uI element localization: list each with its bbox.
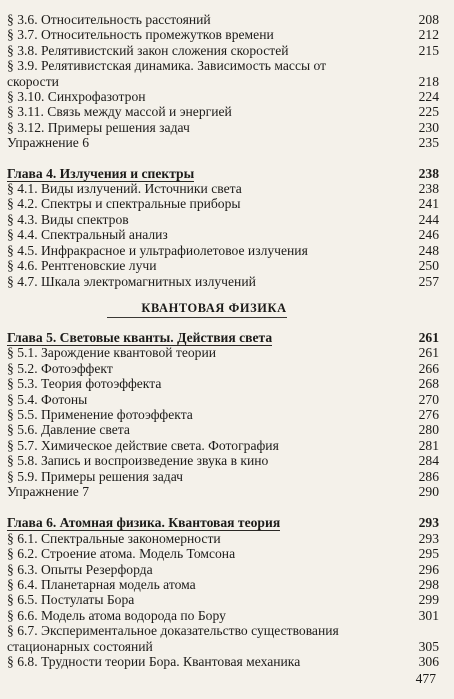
toc-entry: § 5.7. Химическое действие света. Фотография 281 [7, 437, 439, 453]
part-title: КВАНТОВАЯ ФИЗИКА [141, 300, 287, 315]
page-ref: 266 [418, 360, 439, 376]
page-ref: 212 [418, 27, 439, 43]
page-ref: 295 [418, 546, 439, 562]
page-ref: 224 [418, 89, 439, 105]
page-ref: 261 [418, 345, 439, 361]
toc-entry: § 3.6. Относительность расстояний 208 [7, 12, 439, 27]
page-ref: 238 [418, 165, 439, 181]
chapter-6-heading: Глава 6. Атомная физика. Квантовая теория 293 [7, 515, 439, 531]
table-of-contents [7, 12, 439, 670]
toc-entry: § 5.3. Теория фотоэффекта 268 [7, 376, 439, 392]
page-number: 477 [415, 671, 436, 686]
toc-entry: § 5.2. Фотоэффект 266 [7, 360, 439, 376]
toc-entry: § 4.1. Виды излучений. Источники света 238 [7, 181, 439, 197]
page-ref: 218 [418, 73, 439, 89]
page-ref: 276 [418, 406, 439, 422]
toc-entry: § 3.12. Примеры решения задач 230 [7, 119, 439, 135]
page-ref: 298 [418, 577, 439, 592]
page-ref: 296 [418, 561, 439, 577]
toc-entry: § 3.8. Релятивистский закон сложения скоростей 215 [7, 42, 439, 58]
toc-entry: § 5.9. Примеры решения задач 286 [7, 468, 439, 484]
page-ref: 299 [418, 592, 439, 608]
page-ref: 286 [418, 468, 439, 484]
page-ref: 293 [418, 530, 439, 546]
toc-entry: § 4.6. Рентгеновские лучи 250 [7, 258, 439, 274]
chapter-4-heading: Глава 4. Излучения и спектры 238 [7, 165, 439, 181]
page-ref: 250 [418, 258, 439, 274]
page-ref: 225 [418, 104, 439, 120]
toc-entry: § 4.4. Спектральный анализ 246 [7, 227, 439, 243]
page-ref: 270 [418, 391, 439, 407]
page-ref: 244 [418, 211, 439, 227]
page-ref: 306 [418, 654, 439, 670]
page-ref: 284 [418, 453, 439, 469]
toc-entry: § 5.1. Зарождение квантовой теории 261 [7, 345, 439, 361]
toc-entry: § 3.10. Синхрофазотрон 224 [7, 89, 439, 105]
toc-entry: Упражнение 6 235 [7, 135, 439, 151]
toc-entry: § 5.6. Давление света 280 [7, 422, 439, 438]
page-ref: 208 [418, 12, 439, 27]
toc-entry: § 4.2. Спектры и спектральные приборы 241 [7, 196, 439, 212]
toc-entry: § 5.8. Запись и воспроизведение звука в кино 284 [7, 453, 439, 469]
toc-entry: § 5.5. Применение фотоэффекта 276 [7, 406, 439, 422]
page-ref: 281 [418, 437, 439, 453]
toc-entry: § 4.5. Инфракрасное и ультрафиолетовое излучения 248 [7, 242, 439, 258]
toc-entry: § 6.6. Модель атома водорода по Бору 301 [7, 607, 439, 623]
page-ref: 268 [418, 376, 439, 392]
toc-entry: § 3.7. Относительность промежутков времени 212 [7, 27, 439, 43]
toc-entry: § 6.2. Строение атома. Модель Томсона 295 [7, 546, 439, 562]
toc-entry: § 6.8. Трудности теории Бора. Квантовая механика 306 [7, 654, 439, 670]
toc-entry: § 6.5. Постулаты Бора 299 [7, 592, 439, 608]
page-ref: 257 [418, 273, 439, 289]
toc-entry: § 4.3. Виды спектров 244 [7, 211, 439, 227]
page-ref: 248 [418, 242, 439, 258]
toc-entry: Упражнение 7 290 [7, 483, 439, 499]
page-ref: 293 [418, 515, 439, 531]
toc-entry: § 5.4. Фотоны 270 [7, 391, 439, 407]
page-ref: 280 [418, 422, 439, 438]
toc-entry: § 3.9. Релятивистская динамика. Зависимость массы от скорости 218 [7, 58, 439, 89]
toc-entry: § 4.7. Шкала электромагнитных излучений 257 [7, 273, 439, 289]
page-ref: 261 [418, 329, 439, 345]
page-ref: 290 [418, 483, 439, 499]
chapter-5-heading: Глава 5. Световые кванты. Действия света 261 [7, 329, 439, 345]
page-ref: 241 [418, 196, 439, 212]
page-ref: 235 [418, 135, 439, 151]
page-ref: 238 [418, 181, 439, 197]
toc-entry: § 6.4. Планетарная модель атома 298 [7, 577, 439, 592]
toc-entry: § 6.1. Спектральные закономерности 293 [7, 530, 439, 546]
toc-entry: § 6.3. Опыты Резерфорда 296 [7, 561, 439, 577]
toc-entry: § 3.11. Связь между массой и энергией 225 [7, 104, 439, 120]
page-ref: 230 [418, 119, 439, 135]
page-ref: 215 [418, 42, 439, 58]
page-ref: 301 [418, 607, 439, 623]
page-ref: 305 [418, 638, 439, 654]
page-ref: 246 [418, 227, 439, 243]
toc-entry: § 6.7. Экспериментальное доказательство существования стационарных состояний 305 [7, 623, 439, 654]
divider [107, 317, 287, 318]
